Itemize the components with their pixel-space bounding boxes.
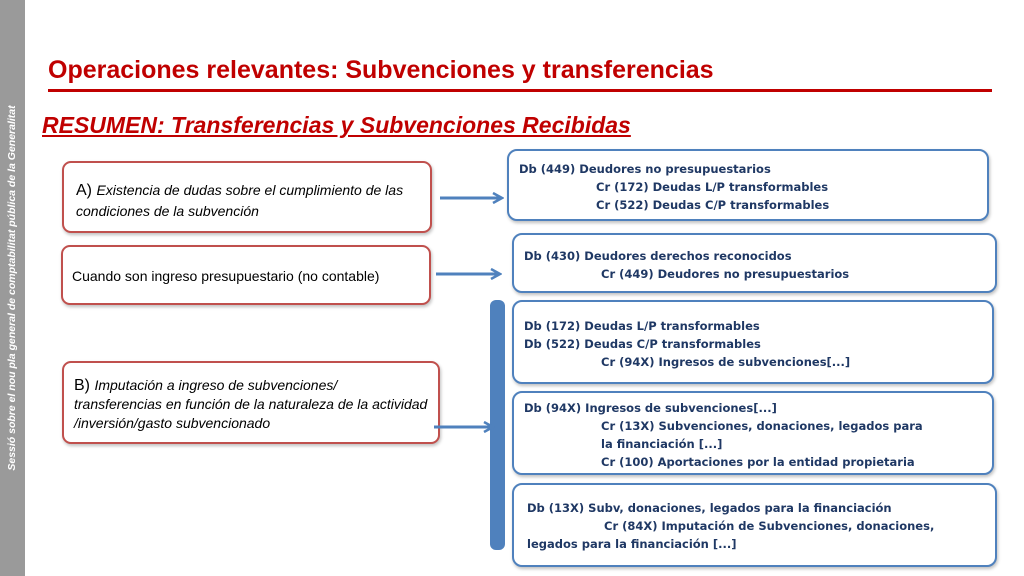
- entry-2-debit: Db (430) Deudores derechos reconocidos: [524, 249, 792, 263]
- entry-1-credit-2: Cr (522) Deudas C/P transformables: [596, 198, 830, 212]
- case-b-text: Imputación a ingreso de subvenciones/ transferencias en función de la naturaleza de la actividad /inversión/gasto subvencionado: [74, 377, 428, 431]
- case-b-prefix: B): [74, 377, 95, 394]
- entry-3-credit: Cr (94X) Ingresos de subvenciones[...]: [601, 355, 851, 369]
- entry-box-2: [512, 233, 997, 293]
- entry-5-debit: Db (13X) Subv, donaciones, legados para la financiación: [527, 501, 892, 515]
- sidebar-caption: Sessió sobre el nou pla general de comptabilitat pública de la Generalitat: [6, 105, 18, 471]
- section-subtitle: RESUMEN: Transferencias y Subvenciones Recibidas: [42, 112, 631, 138]
- entry-box-5: [512, 483, 997, 567]
- entry-4-debit: Db (94X) Ingresos de subvenciones[...]: [524, 401, 777, 415]
- entry-3-debit-2: Db (522) Deudas C/P transformables: [524, 337, 761, 351]
- entry-1-debit: Db (449) Deudores no presupuestarios: [519, 162, 771, 176]
- entry-4-credit-1: Cr (13X) Subvenciones, donaciones, legados para la financiación [...]: [601, 419, 923, 451]
- presupuestario-text: Cuando son ingreso presupuestario (no contable): [72, 268, 380, 284]
- entry-box-3: [512, 300, 994, 384]
- entry-box-4: [512, 391, 994, 475]
- entry-2-credit: Cr (449) Deudores no presupuestarios: [601, 267, 850, 281]
- entry-3-debit-1: Db (172) Deudas L/P transformables: [524, 319, 760, 333]
- entry-5-credit: [527, 517, 985, 553]
- case-a-text: Existencia de dudas sobre el cumplimiento de las condiciones de la subvención: [76, 182, 404, 219]
- case-a-prefix: A): [76, 182, 97, 199]
- entry-5-credit-text: Cr (84X) Imputación de Subvenciones, donaciones, legados para la financiación [...]: [527, 519, 935, 551]
- page-title: Operaciones relevantes: Subvenciones y transferencias: [48, 56, 714, 84]
- entry-4-credit-2: Cr (100) Aportaciones por la entidad propietaria: [601, 455, 915, 469]
- entry-box-1: [507, 149, 989, 221]
- entry-1-credit-1: Cr (172) Deudas L/P transformables: [596, 180, 829, 194]
